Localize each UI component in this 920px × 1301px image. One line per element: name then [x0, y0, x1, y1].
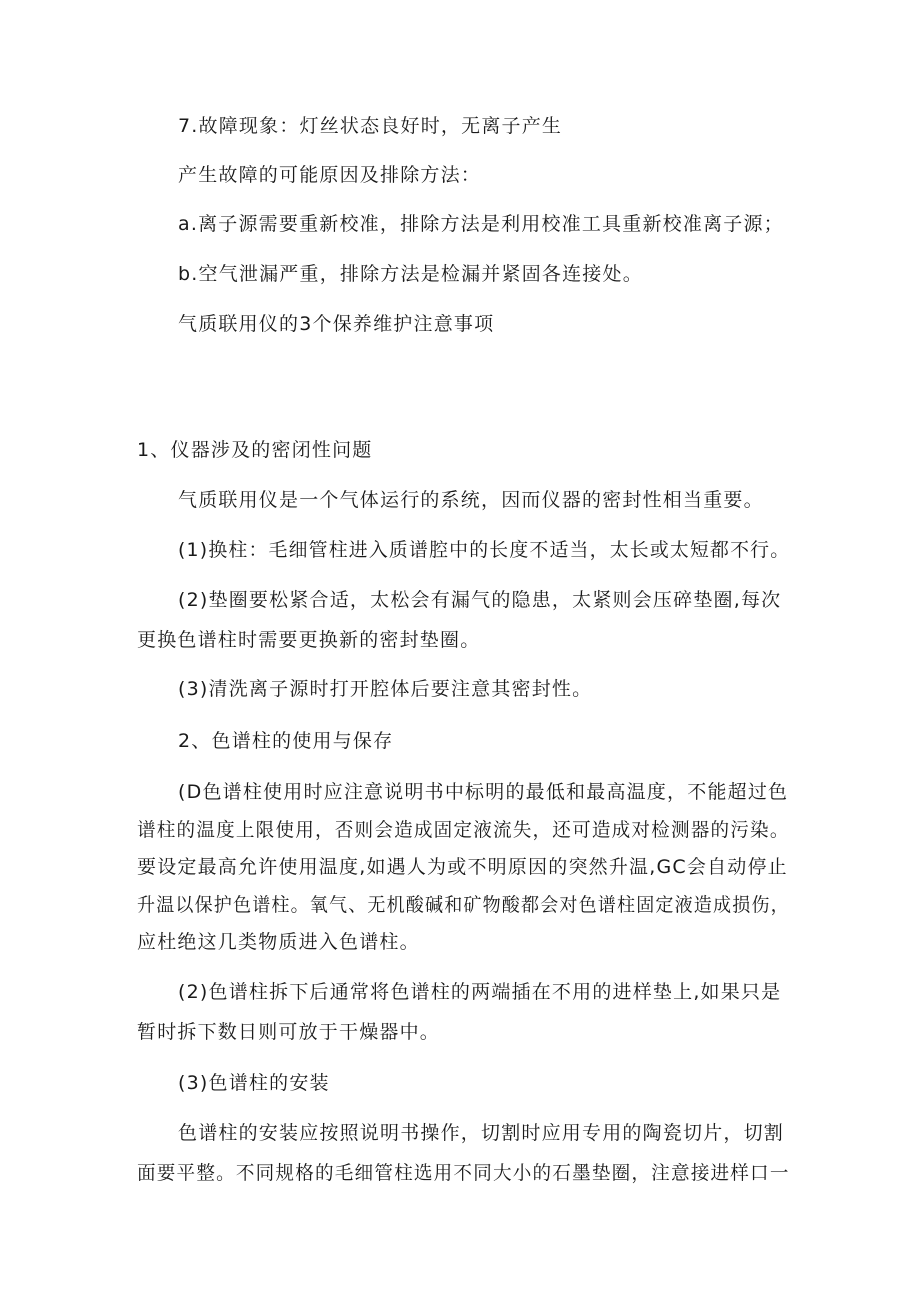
section-2-item-1-line-5: 应杜绝这几类物质进入色谱柱。: [137, 931, 420, 953]
section-2-item-1-line-2: 谱柱的温度上限使用，否则会造成固定液流失，还可造成对检测器的污染。: [137, 819, 790, 841]
maintenance-heading: 气质联用仪的3个保养维护注意事项: [178, 313, 495, 335]
section-2-title: 2、色谱柱的使用与保存: [178, 730, 394, 752]
section-1-title: 1、仪器涉及的密闭性问题: [137, 439, 373, 461]
section-2-item-3-para-line-1: 色谱柱的安装应按照说明书操作，切割时应用专用的陶瓷切片，切割: [178, 1122, 785, 1144]
section-1-item-2-line-2: 更换色谱柱时需要更换新的密封垫圈。: [137, 629, 481, 651]
section-2-item-1-line-1: (D色谱柱使用时应注意说明书中标明的最低和最高温度，不能超过色: [178, 781, 789, 803]
fault-7-title: 7.故障现象：灯丝状态良好时，无离子产生: [178, 115, 563, 137]
section-2-item-1-line-3: 要设定最高允许使用温度,如遇人为或不明原因的突然升温,GC会自动停止: [137, 856, 788, 878]
causes-heading: 产生故障的可能原因及排除方法：: [178, 164, 482, 186]
section-1-item-2-line-1: (2)垫圈要松紧合适，太松会有漏气的隐患，太紧则会压碎垫圈,每次: [178, 589, 782, 611]
section-1-item-3: (3)清洗离子源时打开腔体后要注意其密封性。: [178, 678, 593, 700]
cause-b: b.空气泄漏严重，排除方法是检漏并紧固各连接处。: [178, 263, 643, 285]
section-1-intro: 气质联用仪是一个气体运行的系统，因而仪器的密封性相当重要。: [178, 489, 764, 511]
section-2-item-1-line-4: 升温以保护色谱柱。氧气、无机酸碱和矿物酸都会对色谱柱固定液造成损伤，: [137, 894, 790, 916]
cause-a: a.离子源需要重新校准，排除方法是利用校准工具重新校准离子源；: [178, 213, 784, 235]
section-2-item-3: (3)色谱柱的安装: [178, 1072, 330, 1094]
section-2-item-3-para-line-2: 面要平整。不同规格的毛细管柱选用不同大小的石墨垫圈，注意接进样口一: [137, 1162, 790, 1184]
section-2-item-2-line-1: (2)色谱柱拆下后通常将色谱柱的两端插在不用的进样垫上,如果只是: [178, 981, 782, 1003]
section-1-item-1: (1)换柱：毛细管柱进入质谱腔中的长度不适当，太长或太短都不行。: [178, 539, 791, 561]
section-2-item-2-line-2: 暂时拆下数日则可放于干燥器中。: [137, 1021, 441, 1043]
